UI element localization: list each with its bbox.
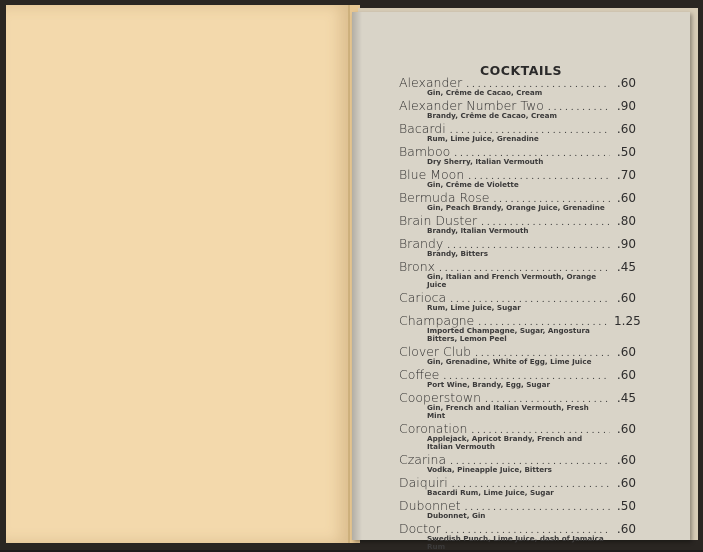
cocktail-name: Bacardi (399, 121, 446, 136)
cocktail-ingredients: Brandy, Italian Vermouth (427, 226, 529, 235)
menu-item-name-line (399, 344, 636, 358)
menu-item (399, 475, 636, 497)
menu-item-name-line (399, 421, 636, 435)
menu-item (399, 213, 636, 235)
cocktail-name: Coronation (399, 421, 468, 436)
cocktail-price: .90 (616, 237, 636, 251)
menu-item-name-line (399, 167, 636, 181)
cocktail-price: .45 (616, 391, 636, 405)
cocktail-ingredients: Gin, Italian and French Vermouth, Orange Juice (427, 272, 597, 289)
menu-item-name-line (399, 498, 636, 512)
cocktail-name: Champagne (399, 313, 475, 328)
menu-item-name-line (399, 236, 636, 250)
cocktail-name: Doctor (399, 521, 441, 536)
cocktail-ingredients: Applejack, Apricot Brandy, French and Italian Vermouth (427, 434, 583, 451)
cocktail-ingredients: Brandy, Crême de Cacao, Cream (427, 111, 558, 120)
cocktail-price: .60 (616, 476, 636, 490)
cocktail-name: Brandy (399, 236, 444, 251)
menu-item (399, 98, 636, 120)
cocktail-price: .60 (616, 422, 636, 436)
menu-item-name-line (399, 313, 641, 328)
cocktail-ingredients: Gin, Grenadine, White of Egg, Lime Juice (427, 357, 592, 366)
cocktail-ingredients: Rum, Lime Juice, Sugar (427, 303, 521, 312)
menu-item-name-line (399, 521, 636, 535)
cocktail-price: .60 (616, 522, 636, 536)
page-gutter-shadow (352, 12, 362, 540)
menu-item-name-line (399, 190, 636, 204)
cocktail-name: Daiquiri (399, 475, 448, 490)
cocktail-ingredients: Swedish Punch, Lime Juice, dash of Jamaica Rum (427, 534, 604, 551)
cocktail-name: Alexander (399, 75, 463, 90)
cocktail-price: .80 (616, 214, 636, 228)
cocktail-name: Bronx (399, 259, 436, 274)
menu-item-name-line (399, 213, 636, 227)
menu-item (399, 367, 636, 389)
cocktail-ingredients: Dry Sherry, Italian Vermouth (427, 157, 544, 166)
cocktail-ingredients: Rum, Lime Juice, Grenadine (427, 134, 539, 143)
menu-item (399, 344, 636, 366)
cocktail-ingredients: Imported Champagne, Sugar, Angostura Bitters, Lemon Peel (427, 326, 590, 343)
menu-item (399, 167, 636, 189)
cocktail-name: Coffee (399, 367, 440, 382)
menu-item (399, 144, 636, 166)
menu-item-name-line (399, 390, 636, 404)
cocktail-name: Clover Club (399, 344, 472, 359)
right-menu-page (352, 12, 690, 551)
cocktail-ingredients: Brandy, Bitters (427, 249, 489, 258)
menu-item-name-line (399, 121, 636, 135)
cocktail-name: Bermuda Rose (399, 190, 490, 205)
menu-item (399, 121, 636, 143)
cocktail-price: .45 (616, 260, 636, 274)
menu-item (399, 290, 636, 312)
menu-item-name-line (399, 290, 636, 304)
cocktail-price: .50 (616, 499, 636, 513)
left-blank-page (6, 5, 350, 543)
cocktail-price: .60 (616, 191, 636, 205)
cocktail-ingredients: Gin, Crême de Violette (427, 180, 519, 189)
dot-leader (465, 503, 610, 513)
cocktail-price: .60 (616, 345, 636, 359)
cocktail-price: .60 (616, 291, 636, 305)
menu-item-name-line (399, 367, 636, 381)
cocktail-ingredients: Gin, Crême de Cacao, Cream (427, 88, 543, 97)
cocktail-ingredients: Gin, French and Italian Vermouth, Fresh Mint (427, 403, 589, 420)
menu-item (399, 498, 636, 520)
cocktail-name: Alexander Number Two (399, 98, 544, 113)
menu-item-name-line (399, 98, 636, 112)
cocktail-price: .90 (616, 99, 636, 113)
cocktail-name: Dubonnet (399, 498, 461, 513)
cocktail-ingredients: Vodka, Pineapple Juice, Bitters (427, 465, 552, 474)
cocktail-ingredients: Gin, Peach Brandy, Orange Juice, Grenadine (427, 203, 605, 212)
cocktail-name: Brain Duster (399, 213, 478, 228)
cocktail-price: .50 (616, 145, 636, 159)
menu-item (399, 421, 636, 451)
dot-leader (548, 103, 610, 113)
menu-item-name-line (399, 475, 636, 489)
menu-item-name-line (399, 259, 636, 273)
menu-item (399, 236, 636, 258)
menu-item (399, 313, 641, 343)
menu-item-name-line (399, 75, 636, 89)
cocktail-price: 1.25 (614, 314, 641, 328)
menu-item (399, 190, 636, 212)
cocktail-price: .60 (616, 76, 636, 90)
menu-item (399, 75, 636, 97)
menu-item (399, 521, 636, 551)
cocktail-ingredients: Bacardi Rum, Lime Juice, Sugar (427, 488, 554, 497)
cocktail-ingredients: Port Wine, Brandy, Egg, Sugar (427, 380, 551, 389)
cocktail-price: .60 (616, 453, 636, 467)
cocktail-list (399, 75, 641, 552)
cocktail-name: Cooperstown (399, 390, 481, 405)
cocktail-name: Bamboo (399, 144, 451, 159)
page-title: COCKTAILS (479, 63, 562, 78)
cocktail-name: Blue Moon (399, 167, 465, 182)
menu-item (399, 452, 636, 474)
cocktail-price: .60 (616, 368, 636, 382)
cocktail-name: Czarina (399, 452, 447, 467)
menu-item (399, 259, 636, 289)
cocktail-ingredients: Dubonnet, Gin (427, 511, 486, 520)
cocktail-price: .70 (616, 168, 636, 182)
menu-item-name-line (399, 452, 636, 466)
cocktail-price: .60 (616, 122, 636, 136)
menu-item (399, 390, 636, 420)
cocktail-name: Carioca (399, 290, 447, 305)
menu-item-name-line (399, 144, 636, 158)
